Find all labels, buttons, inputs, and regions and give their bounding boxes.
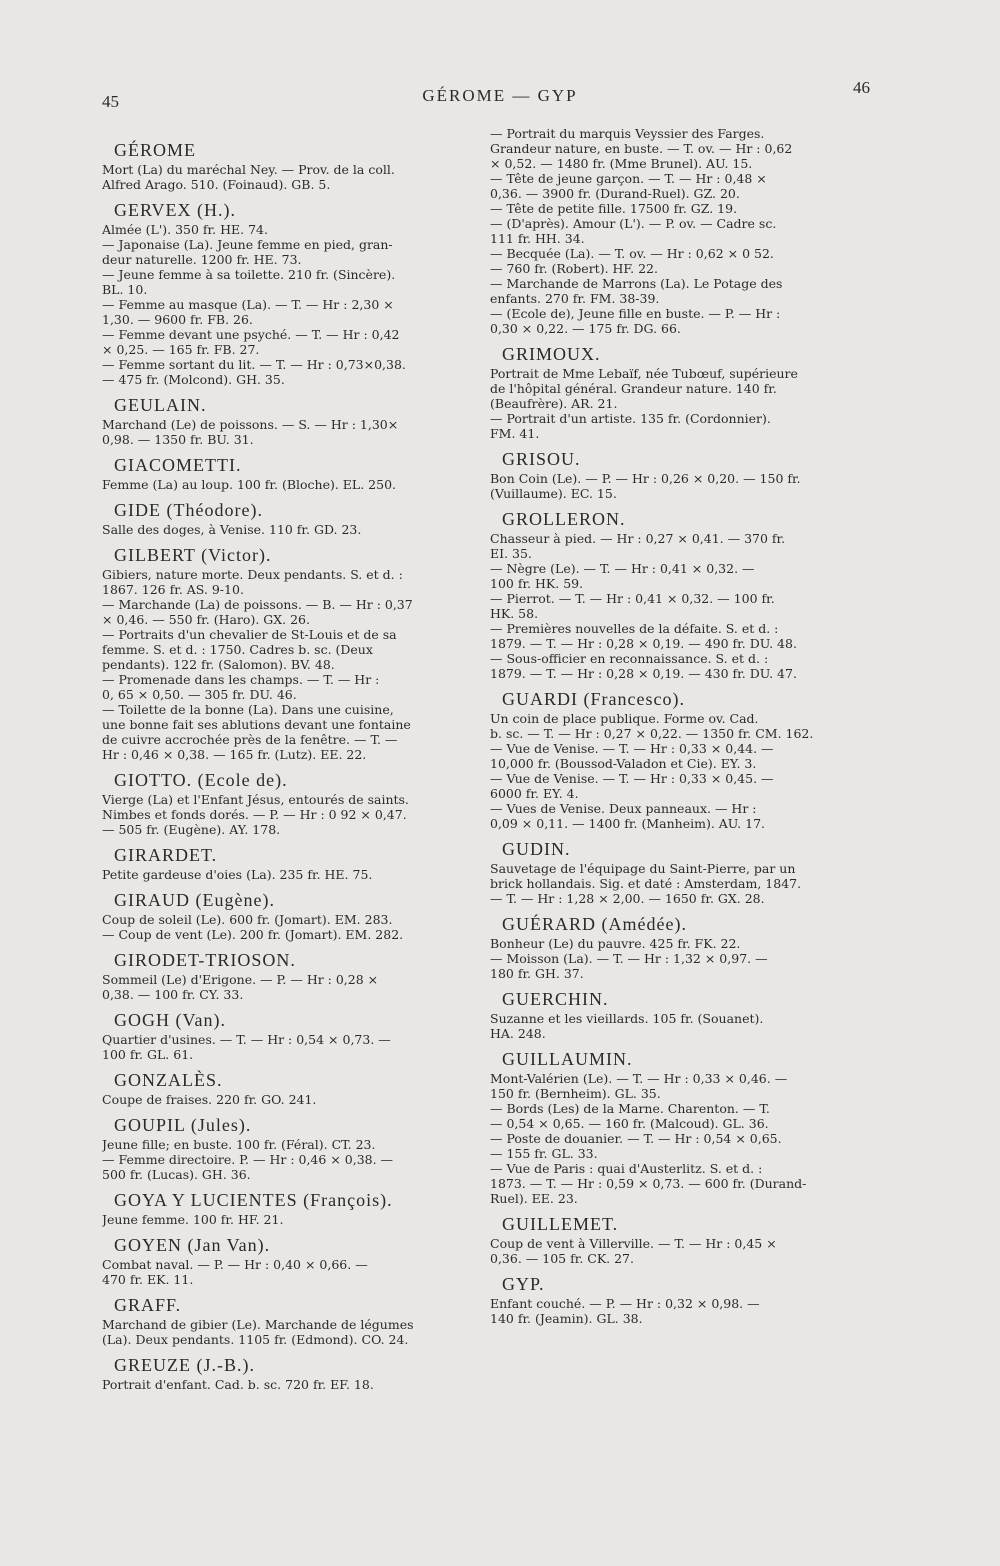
entry-line: Portrait d'enfant. Cad. b. sc. 720 fr. EF. 18.: [102, 1377, 374, 1392]
entry-line: 1879. — T. — Hr : 0,28 × 0,19. — 490 fr. DU. 48.: [490, 636, 797, 651]
entry-line: — (Ecole de), Jeune fille en buste. — P. — Hr :: [490, 306, 781, 321]
entry-line: de l'hôpital général. Grandeur nature. 140 fr.: [490, 381, 777, 396]
entry-line: Petite gardeuse d'oies (La). 235 fr. HE. 75.: [102, 867, 373, 882]
entry-line: 0,36. — 105 fr. CK. 27.: [490, 1251, 634, 1266]
catalog-entry: [490, 989, 878, 1041]
entry-line: — 0,54 × 0,65. — 160 fr. (Malcoud). GL. 36.: [490, 1116, 769, 1131]
artist-heading: GOYA Y LUCIENTES (François).: [114, 1190, 393, 1210]
entry-line: — Becquée (La). — T. ov. — Hr : 0,62 × 0 52.: [490, 246, 774, 261]
entry-line: 100 fr. GL. 61.: [102, 1047, 194, 1062]
catalog-entry: [102, 1070, 472, 1107]
entry-line: HK. 58.: [490, 606, 539, 621]
entry-line: Coup de vent à Villerville. — T. — Hr : 0,45 ×: [490, 1236, 777, 1251]
artist-heading: GUERCHIN.: [502, 989, 609, 1009]
artist-heading: GUILLAUMIN.: [502, 1049, 633, 1069]
right-page-number: 46: [853, 78, 870, 97]
entry-line: Jeune fille; en buste. 100 fr. (Féral). CT. 23.: [102, 1137, 376, 1152]
entry-line: — 475 fr. (Molcond). GH. 35.: [102, 372, 285, 387]
entry-line: — Sous-officier en reconnaissance. S. et d. :: [490, 651, 769, 666]
entry-line: 500 fr. (Lucas). GH. 36.: [102, 1167, 251, 1182]
entry-line: 0,36. — 3900 fr. (Durand-Ruel). GZ. 20.: [490, 186, 740, 201]
entry-line: (Vuillaume). EC. 15.: [490, 486, 617, 501]
catalog-entry: [490, 509, 878, 681]
entry-line: — Portrait d'un artiste. 135 fr. (Cordonnier).: [490, 411, 771, 426]
catalog-entry: [102, 140, 472, 192]
entry-line: enfants. 270 fr. FM. 38-39.: [490, 291, 660, 306]
catalog-entry: [102, 500, 472, 537]
entry-line: femme. S. et d. : 1750. Cadres b. sc. (Deux: [102, 642, 373, 657]
entry-line: pendants). 122 fr. (Salomon). BV. 48.: [102, 657, 335, 672]
entry-line: — Femme sortant du lit. — T. — Hr : 0,73×0,38.: [102, 357, 406, 372]
entry-line: 0,38. — 100 fr. CY. 33.: [102, 987, 244, 1002]
artist-heading: GILBERT (Victor).: [114, 545, 272, 565]
entry-line: — Marchande (La) de poissons. — B. — Hr : 0,37: [102, 597, 413, 612]
catalog-entry: [102, 1115, 472, 1182]
entry-line: — (D'après). Amour (L'). — P. ov. — Cadre sc.: [490, 216, 777, 231]
entry-line: × 0,25. — 165 fr. FB. 27.: [102, 342, 260, 357]
catalog-entry: [490, 126, 878, 336]
entry-line: 1867. 126 fr. AS. 9-10.: [102, 582, 244, 597]
artist-heading: GREUZE (J.-B.).: [114, 1355, 255, 1375]
entry-line: de cuivre accrochée près de la fenêtre. — T. —: [102, 732, 398, 747]
entry-line: Bon Coin (Le). — P. — Hr : 0,26 × 0,20. — 150 fr.: [490, 471, 801, 486]
catalog-entry: [102, 395, 472, 447]
entry-line: HA. 248.: [490, 1026, 546, 1041]
entry-line: — Femme devant une psyché. — T. — Hr : 0,42: [102, 327, 400, 342]
entry-line: — Tête de jeune garçon. — T. — Hr : 0,48 ×: [490, 171, 767, 186]
entry-line: 150 fr. (Bernheim). GL. 35.: [490, 1086, 661, 1101]
artist-heading: GUÉRARD (Amédée).: [502, 914, 687, 934]
entry-line: 180 fr. GH. 37.: [490, 966, 584, 981]
artist-heading: GUILLEMET.: [502, 1214, 619, 1234]
entry-line: — Coup de vent (Le). 200 fr. (Jomart). EM. 282.: [102, 927, 404, 942]
catalog-entry: [102, 1010, 472, 1062]
entry-line: Jeune femme. 100 fr. HF. 21.: [102, 1212, 284, 1227]
entry-line: Grandeur nature, en buste. — T. ov. — Hr : 0,62: [490, 141, 793, 156]
entry-line: — Portraits d'un chevalier de St-Louis et de sa: [102, 627, 397, 642]
artist-heading: GRISOU.: [502, 449, 581, 469]
entry-line: deur naturelle. 1200 fr. HE. 73.: [102, 252, 302, 267]
artist-heading: GERVEX (H.).: [114, 200, 237, 220]
entry-line: 100 fr. HK. 59.: [490, 576, 584, 591]
entry-line: — 760 fr. (Robert). HF. 22.: [490, 261, 658, 276]
entry-line: Vierge (La) et l'Enfant Jésus, entourés de saints.: [102, 792, 409, 807]
entry-line: une bonne fait ses ablutions devant une fontaine: [102, 717, 411, 732]
entry-line: Chasseur à pied. — Hr : 0,27 × 0,41. — 370 fr.: [490, 531, 786, 546]
entry-line: b. sc. — T. — Hr : 0,27 × 0,22. — 1350 fr. CM. 162.: [490, 726, 814, 741]
catalog-entry: [102, 1295, 472, 1347]
entry-line: 0,98. — 1350 fr. BU. 31.: [102, 432, 254, 447]
entry-line: Hr : 0,46 × 0,38. — 165 fr. (Lutz). EE. 22.: [102, 747, 367, 762]
catalog-entry: [490, 839, 878, 906]
entry-line: — Vue de Venise. — T. — Hr : 0,33 × 0,45. —: [490, 771, 774, 786]
entry-line: Femme (La) au loup. 100 fr. (Bloche). EL. 250.: [102, 477, 397, 492]
entry-line: 6000 fr. EY. 4.: [490, 786, 579, 801]
entry-line: Enfant couché. — P. — Hr : 0,32 × 0,98. —: [490, 1296, 760, 1311]
entry-line: — Jeune femme à sa toilette. 210 fr. (Sincère).: [102, 267, 396, 282]
entry-line: Portrait de Mme Lebaïf, née Tubœuf, supérieure: [490, 366, 798, 381]
entry-line: × 0,52. — 1480 fr. (Mme Brunel). AU. 15.: [490, 156, 753, 171]
entry-line: — Bords (Les) de la Marne. Charenton. — T.: [490, 1101, 770, 1116]
entry-line: Sommeil (Le) d'Erigone. — P. — Hr : 0,28 ×: [102, 972, 379, 987]
entry-line: Marchand (Le) de poissons. — S. — Hr : 1,30×: [102, 417, 399, 432]
artist-heading: GOUPIL (Jules).: [114, 1115, 252, 1135]
entry-line: — T. — Hr : 1,28 × 2,00. — 1650 fr. GX. 28.: [490, 891, 765, 906]
catalog-entry: [490, 449, 878, 501]
catalog-entry: [102, 1235, 472, 1287]
entry-line: (La). Deux pendants. 1105 fr. (Edmond). CO. 24.: [102, 1332, 409, 1347]
artist-heading: GIRODET-TRIOSON.: [114, 950, 296, 970]
entry-line: — Femme au masque (La). — T. — Hr : 2,30 ×: [102, 297, 394, 312]
entry-line: Quartier d'usines. — T. — Hr : 0,54 × 0,73. —: [102, 1032, 391, 1047]
entry-line: 470 fr. EK. 11.: [102, 1272, 194, 1287]
artist-heading: GRAFF.: [114, 1295, 182, 1315]
entry-line: BL. 10.: [102, 282, 148, 297]
catalog-entry: [490, 689, 878, 831]
entry-line: — Poste de douanier. — T. — Hr : 0,54 × 0,65.: [490, 1131, 782, 1146]
artist-heading: GIRAUD (Eugène).: [114, 890, 275, 910]
entry-line: — Portrait du marquis Veyssier des Farges.: [490, 126, 765, 141]
artist-heading: GIDE (Théodore).: [114, 500, 263, 520]
catalog-entry: [102, 950, 472, 1002]
running-title: GÉROME — GYP: [422, 86, 578, 105]
entry-line: — Moisson (La). — T. — Hr : 1,32 × 0,97. —: [490, 951, 768, 966]
entry-line: × 0,46. — 550 fr. (Haro). GX. 26.: [102, 612, 310, 627]
artist-heading: GIRARDET.: [114, 845, 218, 865]
entry-line: Nimbes et fonds dorés. — P. — Hr : 0 92 × 0,47.: [102, 807, 407, 822]
entry-line: 10,000 fr. (Boussod-Valadon et Cie). EY. 3.: [490, 756, 757, 771]
entry-line: — Tête de petite fille. 17500 fr. GZ. 19.: [490, 201, 738, 216]
entry-line: brick hollandais. Sig. et daté : Amsterdam, 1847.: [490, 876, 802, 891]
artist-heading: GOGH (Van).: [114, 1010, 226, 1030]
artist-heading: GUARDI (Francesco).: [502, 689, 685, 709]
catalog-entry: [102, 770, 472, 837]
catalog-entry: [102, 890, 472, 942]
artist-heading: GÉROME: [114, 140, 196, 160]
artist-heading: GEULAIN.: [114, 395, 207, 415]
catalog-entry: [102, 1190, 472, 1227]
entry-line: — Pierrot. — T. — Hr : 0,41 × 0,32. — 100 fr.: [490, 591, 775, 606]
artist-heading: GIOTTO. (Ecole de).: [114, 770, 288, 790]
entry-line: Salle des doges, à Venise. 110 fr. GD. 23.: [102, 522, 362, 537]
entry-line: Marchand de gibier (Le). Marchande de légumes: [102, 1317, 414, 1332]
entry-line: 1873. — T. — Hr : 0,59 × 0,73. — 600 fr. (Durand-: [490, 1176, 807, 1191]
catalog-entry: [490, 1214, 878, 1266]
entry-line: FM. 41.: [490, 426, 540, 441]
entry-line: — Vue de Venise. — T. — Hr : 0,33 × 0,44. —: [490, 741, 774, 756]
entry-line: — Toilette de la bonne (La). Dans une cuisine,: [102, 702, 394, 717]
entry-line: (Beaufrère). AR. 21.: [490, 396, 618, 411]
entry-line: — Vues de Venise. Deux panneaux. — Hr :: [490, 801, 757, 816]
left-page-number: 45: [102, 92, 119, 111]
artist-heading: GUDIN.: [502, 839, 571, 859]
entry-line: Sauvetage de l'équipage du Saint-Pierre, par un: [490, 861, 796, 876]
entry-line: — Nègre (Le). — T. — Hr : 0,41 × 0,32. —: [490, 561, 755, 576]
entry-line: Ruel). EE. 23.: [490, 1191, 578, 1206]
entry-line: Gibiers, nature morte. Deux pendants. S. et d. :: [102, 567, 403, 582]
entry-line: — Marchande de Marrons (La). Le Potage des: [490, 276, 783, 291]
catalog-entry: [490, 1274, 878, 1326]
entry-line: Combat naval. — P. — Hr : 0,40 × 0,66. —: [102, 1257, 368, 1272]
entry-line: 140 fr. (Jeamin). GL. 38.: [490, 1311, 643, 1326]
artist-heading: GROLLERON.: [502, 509, 626, 529]
entry-line: — Vue de Paris : quai d'Austerlitz. S. et d. :: [490, 1161, 763, 1176]
artist-heading: GYP.: [502, 1274, 545, 1294]
catalog-entry: [490, 914, 878, 981]
entry-line: 111 fr. HH. 34.: [490, 231, 585, 246]
entry-line: Alfred Arago. 510. (Foinaud). GB. 5.: [102, 177, 331, 192]
entry-line: Bonheur (Le) du pauvre. 425 fr. FK. 22.: [490, 936, 741, 951]
entry-line: 0,30 × 0,22. — 175 fr. DG. 66.: [490, 321, 681, 336]
entry-line: — 155 fr. GL. 33.: [490, 1146, 598, 1161]
entry-line: — 505 fr. (Eugène). AY. 178.: [102, 822, 281, 837]
entry-line: 0,09 × 0,11. — 1400 fr. (Manheim). AU. 17.: [490, 816, 766, 831]
catalog-entry: [102, 545, 472, 762]
entry-line: — Premières nouvelles de la défaite. S. et d. :: [490, 621, 779, 636]
entry-line: Almée (L'). 350 fr. HE. 74.: [102, 222, 268, 237]
entry-line: Coupe de fraises. 220 fr. GO. 241.: [102, 1092, 317, 1107]
entry-line: Mont-Valérien (Le). — T. — Hr : 0,33 × 0,46. —: [490, 1071, 788, 1086]
catalog-entry: [490, 344, 878, 441]
artist-heading: GIACOMETTI.: [114, 455, 242, 475]
entry-line: Mort (La) du maréchal Ney. — Prov. de la coll.: [102, 162, 395, 177]
entry-line: — Femme directoire. P. — Hr : 0,46 × 0,38. —: [102, 1152, 394, 1167]
artist-heading: GOYEN (Jan Van).: [114, 1235, 271, 1255]
artist-heading: GONZALÈS.: [114, 1070, 223, 1090]
catalog-entry: [490, 1049, 878, 1206]
entry-line: 0, 65 × 0,50. — 305 fr. DU. 46.: [102, 687, 297, 702]
entry-line: Un coin de place publique. Forme ov. Cad.: [490, 711, 759, 726]
catalog-entry: [102, 200, 472, 387]
entry-line: EI. 35.: [490, 546, 532, 561]
entry-line: Coup de soleil (Le). 600 fr. (Jomart). EM. 283.: [102, 912, 393, 927]
entry-line: 1879. — T. — Hr : 0,28 × 0,19. — 430 fr. DU. 47.: [490, 666, 797, 681]
left-column: [102, 140, 472, 1400]
entry-line: Suzanne et les vieillards. 105 fr. (Souanet).: [490, 1011, 764, 1026]
catalog-entry: [102, 455, 472, 492]
right-column: [490, 126, 878, 1334]
catalog-entry: [102, 1355, 472, 1392]
entry-line: 1,30. — 9600 fr. FB. 26.: [102, 312, 253, 327]
entry-line: — Promenade dans les champs. — T. — Hr :: [102, 672, 380, 687]
entry-line: — Japonaise (La). Jeune femme en pied, gran-: [102, 237, 393, 252]
catalog-entry: [102, 845, 472, 882]
artist-heading: GRIMOUX.: [502, 344, 601, 364]
